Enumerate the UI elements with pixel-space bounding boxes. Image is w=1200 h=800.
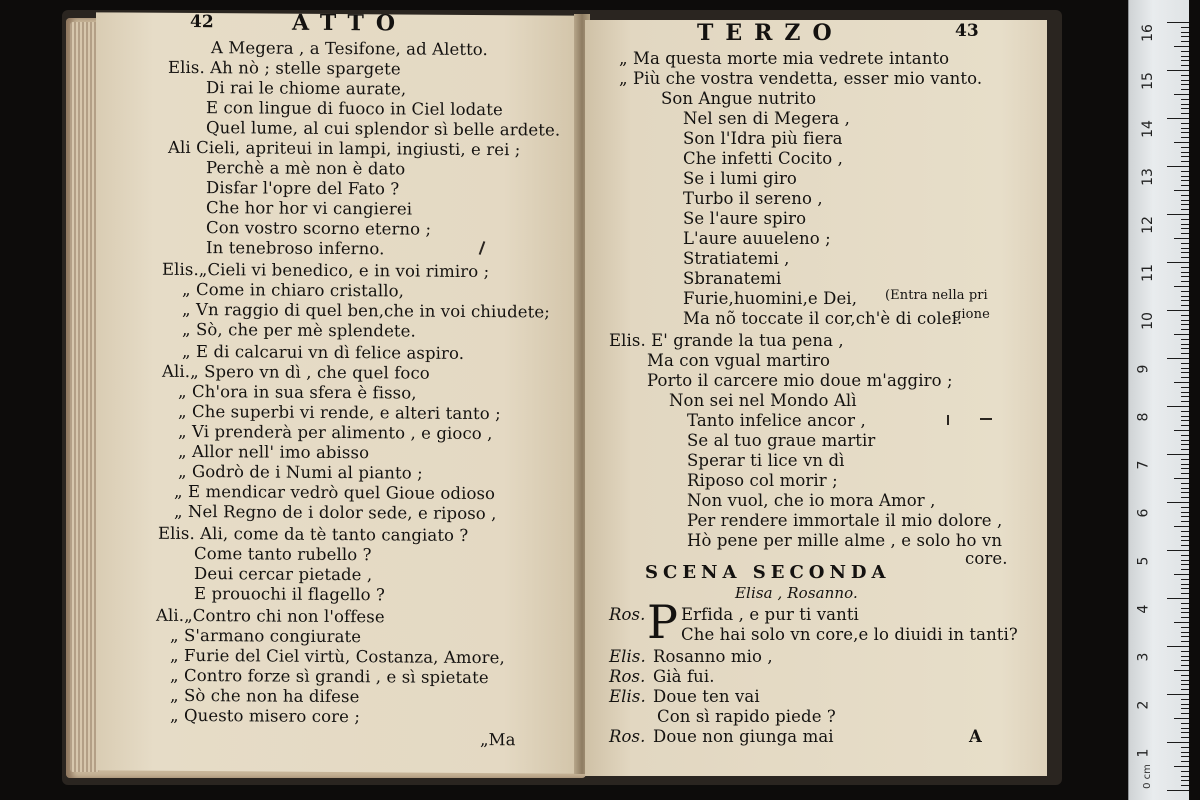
text-line: Come tanto rubello ? [194,544,372,565]
ruler-number: 5 [1135,556,1152,566]
ruler-tick [1181,785,1189,786]
ruler-tick [1181,228,1189,229]
ruler-tick [1181,545,1189,546]
ruler-tick [1181,435,1189,436]
ruler-tick [1181,665,1189,666]
ruler-tick [1167,310,1189,311]
text-line: Che infetti Cocito , [683,149,843,168]
ruler-tick [1174,478,1189,479]
ruler-tick [1181,555,1189,556]
text-line: Non sei nel Mondo Alì [669,391,857,410]
ruler-tick [1181,401,1189,402]
ruler-tick [1181,632,1189,633]
scene-characters: Elisa , Rosanno. [735,584,858,602]
ruler-tick [1181,593,1189,594]
ruler-tick [1181,204,1189,205]
ruler-tick [1181,75,1189,76]
ruler-tick [1181,27,1189,28]
ruler-tick [1181,728,1189,729]
text-line: L'aure auueleno ; [683,229,831,248]
ruler-tick [1181,99,1189,100]
ruler-tick [1181,492,1189,493]
ruler-tick [1181,233,1189,234]
ruler-tick [1181,680,1189,681]
ruler-tick [1181,449,1189,450]
ruler-tick [1181,684,1189,685]
text-line: Furie,huomini,e Dei, [683,289,858,308]
ruler-tick [1167,70,1189,71]
dialogue-line: Con sì rapido piede ? [657,707,836,726]
ruler-tick [1181,272,1189,273]
ruler-tick [1174,574,1189,575]
text-line: Di rai le chiome aurate, [206,78,407,99]
ruler-tick [1181,756,1189,757]
text-line: In tenebroso inferno. [206,238,385,259]
ruler-number: 7 [1135,460,1152,470]
ruler-tick [1181,660,1189,661]
ruler-tick [1181,612,1189,613]
ruler-number: 9 [1135,364,1152,374]
ruler-tick [1181,56,1189,57]
ruler-tick [1181,128,1189,129]
measuring-ruler [1128,0,1189,800]
ruler-tick [1181,507,1189,508]
ruler-tick [1181,444,1189,445]
ruler-tick [1181,459,1189,460]
ruler-tick [1181,636,1189,637]
ruler-tick [1181,224,1189,225]
text-line: „ Sò, che per mè splendete. [182,319,416,341]
ruler-tick [1181,377,1189,378]
ruler-tick [1181,296,1189,297]
text-line: Ma con vgual martiro [647,351,830,370]
ruler-tick [1181,348,1189,349]
ruler-tick [1167,454,1189,455]
drop-capital: P [647,595,679,649]
ruler-tick [1181,396,1189,397]
ruler-tick [1181,209,1189,210]
text-line: core. [965,549,1008,568]
right-page-number: 43 [955,21,979,41]
ruler-tick [1167,166,1189,167]
text-line: Sperar ti lice vn dì [687,451,845,470]
ruler-tick [1167,550,1189,551]
stage-direction: (Entra nella pri [885,288,988,303]
ruler-tick [1181,540,1189,541]
ruler-number: 13 [1139,168,1156,186]
ruler-tick [1181,132,1189,133]
right-page [585,20,1047,776]
ruler-tick [1181,353,1189,354]
ruler-tick [1167,646,1189,647]
text-line: „ Ch'ora in sua sfera è fisso, [178,381,417,403]
ruler-tick [1181,564,1189,565]
ruler-tick [1167,694,1189,695]
ruler-tick [1181,569,1189,570]
ruler-tick [1181,171,1189,172]
ruler-tick [1181,200,1189,201]
ruler-number: 10 [1139,312,1156,330]
ruler-tick [1167,118,1189,119]
ruler-tick [1167,598,1189,599]
ruler-tick [1181,641,1189,642]
text-line: Che hor hor vi cangierei [206,198,413,219]
text-line: Stratiatemi , [683,249,790,268]
ruler-tick [1167,358,1189,359]
ruler-tick [1181,89,1189,90]
text-line: „ Che superbi vi rende, e alteri tanto ; [178,401,501,424]
ruler-tick [1181,219,1189,220]
ruler-tick [1181,281,1189,282]
ruler-tick [1181,291,1189,292]
ruler-tick [1181,320,1189,321]
dialogue-line: Rosanno mio , [653,647,773,666]
dialogue-line: Doue ten vai [653,687,760,706]
dialogue-line: Erfida , e pur ti vanti [681,605,859,624]
text-line: Sbranatemi [683,269,782,288]
text-line: Elis. E' grande la tua pena , [609,331,844,350]
text-line: Riposo col morir ; [687,471,838,490]
text-line: „ Vi prenderà per alimento , e gioco , [178,421,493,444]
ruler-tick [1174,46,1189,47]
ruler-tick [1181,51,1189,52]
ink-mark [479,241,486,255]
text-line: „ Furie del Ciel virtù, Costanza, Amore, [170,645,505,668]
ruler-tick [1181,80,1189,81]
ruler-tick [1174,190,1189,191]
ruler-tick [1181,41,1189,42]
ruler-tick [1174,622,1189,623]
ruler-number: 6 [1135,508,1152,518]
ink-mark [980,418,992,420]
ruler-tick [1181,689,1189,690]
ruler-tick [1181,464,1189,465]
ruler-tick [1167,406,1189,407]
ruler-tick [1181,425,1189,426]
ruler-tick [1181,776,1189,777]
signature-mark: A [969,727,982,746]
ruler-tick [1181,411,1189,412]
text-line: Se al tuo graue martir [687,431,876,450]
dialogue-line: Che hai solo vn core,e lo diuidi in tanti? [681,625,1018,644]
ruler-tick [1181,339,1189,340]
ruler-tick [1181,315,1189,316]
text-line: Elis.„Cieli vi benedico, e in voi rimiro ; [162,259,490,282]
ruler-tick [1181,161,1189,162]
ruler-tick [1181,617,1189,618]
ruler-tick [1167,22,1189,23]
ruler-number: 14 [1139,120,1156,138]
ruler-tick [1181,65,1189,66]
ruler-tick [1181,108,1189,109]
ruler-tick [1181,176,1189,177]
ruler-tick [1181,747,1189,748]
text-line: Disfar l'opre del Fato ? [206,178,400,199]
ruler-tick [1181,483,1189,484]
text-line: „ E di calcarui vn dì felice aspiro. [182,341,465,363]
text-line: Per rendere immortale il mio dolore , [687,511,1003,530]
ruler-tick [1181,267,1189,268]
text-line: Hò pene per mille alme , e solo ho vn [687,531,1003,550]
ruler-tick [1181,473,1189,474]
ruler-tick [1181,243,1189,244]
ruler-tick [1181,392,1189,393]
ruler-tick [1181,603,1189,604]
ruler-tick [1181,137,1189,138]
ruler-number: 3 [1135,652,1152,662]
ruler-tick [1181,60,1189,61]
ruler-tick [1181,579,1189,580]
ruler-tick [1181,300,1189,301]
left-page [96,9,576,773]
ruler-number: 15 [1139,72,1156,90]
ruler-tick [1181,675,1189,676]
ruler-tick [1181,713,1189,714]
ruler-tick [1181,368,1189,369]
text-line: Elis. Ali, come da tè tanto cangiato ? [158,523,469,545]
text-line: Quel lume, al cui splendor sì belle ardete. [206,118,561,140]
ruler-tick [1181,531,1189,532]
ruler-unit: 0 cm [1141,764,1153,789]
ruler-tick [1181,248,1189,249]
ruler-tick [1181,156,1189,157]
ruler-tick [1181,737,1189,738]
ruler-tick [1181,257,1189,258]
ruler-tick [1181,324,1189,325]
ruler-tick [1174,670,1189,671]
text-line: Ali Cieli, apriteui in lampi, ingiusti, e rei ; [168,137,521,160]
text-line: „ Godrò de i Numi al pianto ; [178,461,423,483]
ruler-tick [1181,732,1189,733]
ruler-tick [1181,305,1189,306]
ruler-tick [1174,430,1189,431]
ruler-number: 8 [1135,412,1152,422]
text-line: „ Più che vostra vendetta, esser mio vanto. [619,69,983,88]
dialogue-line: Già fui. [653,667,715,686]
ruler-tick [1167,214,1189,215]
ruler-number: 4 [1135,604,1152,614]
speaker-label: Elis. [609,687,646,706]
ruler-tick [1181,416,1189,417]
ruler-tick [1174,94,1189,95]
text-line: A Megera , a Tesifone, ad Aletto. [211,38,488,60]
ruler-tick [1174,718,1189,719]
text-line: Son Angue nutrito [661,89,817,108]
ink-mark [947,415,949,425]
ruler-tick [1181,584,1189,585]
ruler-tick [1181,780,1189,781]
ruler-tick [1181,32,1189,33]
ruler-tick [1174,766,1189,767]
ruler-tick [1181,147,1189,148]
ruler-tick [1181,560,1189,561]
ruler-tick [1174,334,1189,335]
text-line: „ Ma questa morte mia vedrete intanto [619,49,950,68]
text-line: „ Questo misero core ; [170,705,361,727]
ruler-number: 12 [1139,216,1156,234]
left-page-number: 42 [190,11,214,33]
catchword: „Ma [480,730,516,750]
text-line: E con lingue di fuoco in Ciel lodate [206,98,503,120]
ruler-tick [1174,382,1189,383]
ruler-tick [1181,536,1189,537]
ruler-tick [1181,627,1189,628]
text-line: Se i lumi giro [683,169,797,188]
ruler-tick [1181,704,1189,705]
ruler-tick [1181,329,1189,330]
text-line: Con vostro scorno eterno ; [206,218,432,239]
text-line: Se l'aure spiro [683,209,807,228]
ruler-tick [1181,252,1189,253]
ruler-tick [1181,761,1189,762]
text-line: Nel sen di Megera , [683,109,851,128]
ruler-tick [1181,723,1189,724]
text-line: Ali.„ Spero vn dì , che quel foco [162,361,430,383]
text-line: „ Nel Regno de i dolor sede, e riposo , [174,501,497,524]
ruler-tick [1181,588,1189,589]
ruler-number: 1 [1135,748,1152,758]
speaker-label: Ros. [609,667,646,686]
ruler-tick [1181,512,1189,513]
text-line: Porto il carcere mio doue m'aggiro ; [647,371,953,390]
ruler-tick [1181,488,1189,489]
ruler-tick [1181,123,1189,124]
text-line: Ali.„Contro chi non l'offese [156,605,385,627]
speaker-label: Ros. [609,605,646,624]
ruler-tick [1167,262,1189,263]
text-line: Non vuol, che io mora Amor , [687,491,936,510]
text-line: E prouochi il flagello ? [194,584,385,605]
ruler-tick [1181,771,1189,772]
ruler-tick [1181,521,1189,522]
ruler-tick [1181,363,1189,364]
text-line: Tanto infelice ancor , [687,411,866,430]
scene-title: SCENA SECONDA [645,562,891,583]
ruler-tick [1181,608,1189,609]
stage-direction: gione [953,307,990,322]
ruler-tick [1181,440,1189,441]
text-line: „ Sò che non ha difese [170,685,360,707]
ruler-number: 2 [1135,700,1152,710]
ruler-tick [1174,526,1189,527]
ruler-number: 16 [1139,24,1156,42]
text-line: „ Contro forze sì grandi , e sì spietate [170,665,489,688]
ruler-tick [1181,651,1189,652]
ruler-tick [1181,36,1189,37]
ruler-tick [1181,104,1189,105]
ruler-tick [1181,699,1189,700]
ruler-tick [1181,708,1189,709]
text-line: „ S'armano congiurate [170,625,362,647]
ruler-tick [1181,185,1189,186]
ruler-tick [1174,238,1189,239]
ruler-tick [1181,516,1189,517]
ruler-tick [1181,152,1189,153]
text-line: „ Vn raggio di quel ben,che in voi chiudete; [182,299,550,322]
ruler-tick [1181,180,1189,181]
ruler-tick [1181,372,1189,373]
ruler-tick [1181,752,1189,753]
text-line: Turbo il sereno , [683,189,823,208]
ruler-tick [1181,195,1189,196]
dialogue-line: Doue non giunga mai [653,727,834,746]
speaker-label: Ros. [609,727,646,746]
ruler-tick [1181,468,1189,469]
text-line: „ Allor nell' imo abisso [178,441,370,463]
ruler-tick [1181,276,1189,277]
left-running-head: ATTO [292,9,407,37]
ruler-tick [1174,286,1189,287]
ruler-tick [1181,497,1189,498]
ruler-tick [1167,742,1189,743]
ruler-tick [1174,142,1189,143]
text-line: Son l'Idra più fiera [683,129,843,148]
right-running-head: TERZO [697,20,844,46]
text-line: „ Come in chiaro cristallo, [182,279,404,301]
ruler-tick [1181,84,1189,85]
text-line: Perchè a mè non è dato [206,158,406,179]
ruler-tick [1181,656,1189,657]
text-line: „ E mendicar vedrò quel Gioue odioso [174,481,496,504]
ruler-tick [1181,113,1189,114]
ruler-tick [1181,387,1189,388]
ruler-number: 11 [1139,264,1156,282]
text-line: Ma nõ toccate il cor,ch'è di colei. [683,309,963,328]
ruler-tick [1167,502,1189,503]
speaker-label: Elis. [609,647,646,666]
text-line: Elis. Ah nò ; stelle spargete [168,57,401,79]
ruler-tick [1181,420,1189,421]
ruler-tick [1167,790,1189,791]
ruler-tick [1181,344,1189,345]
text-line: Deui cercar pietade , [194,564,373,585]
